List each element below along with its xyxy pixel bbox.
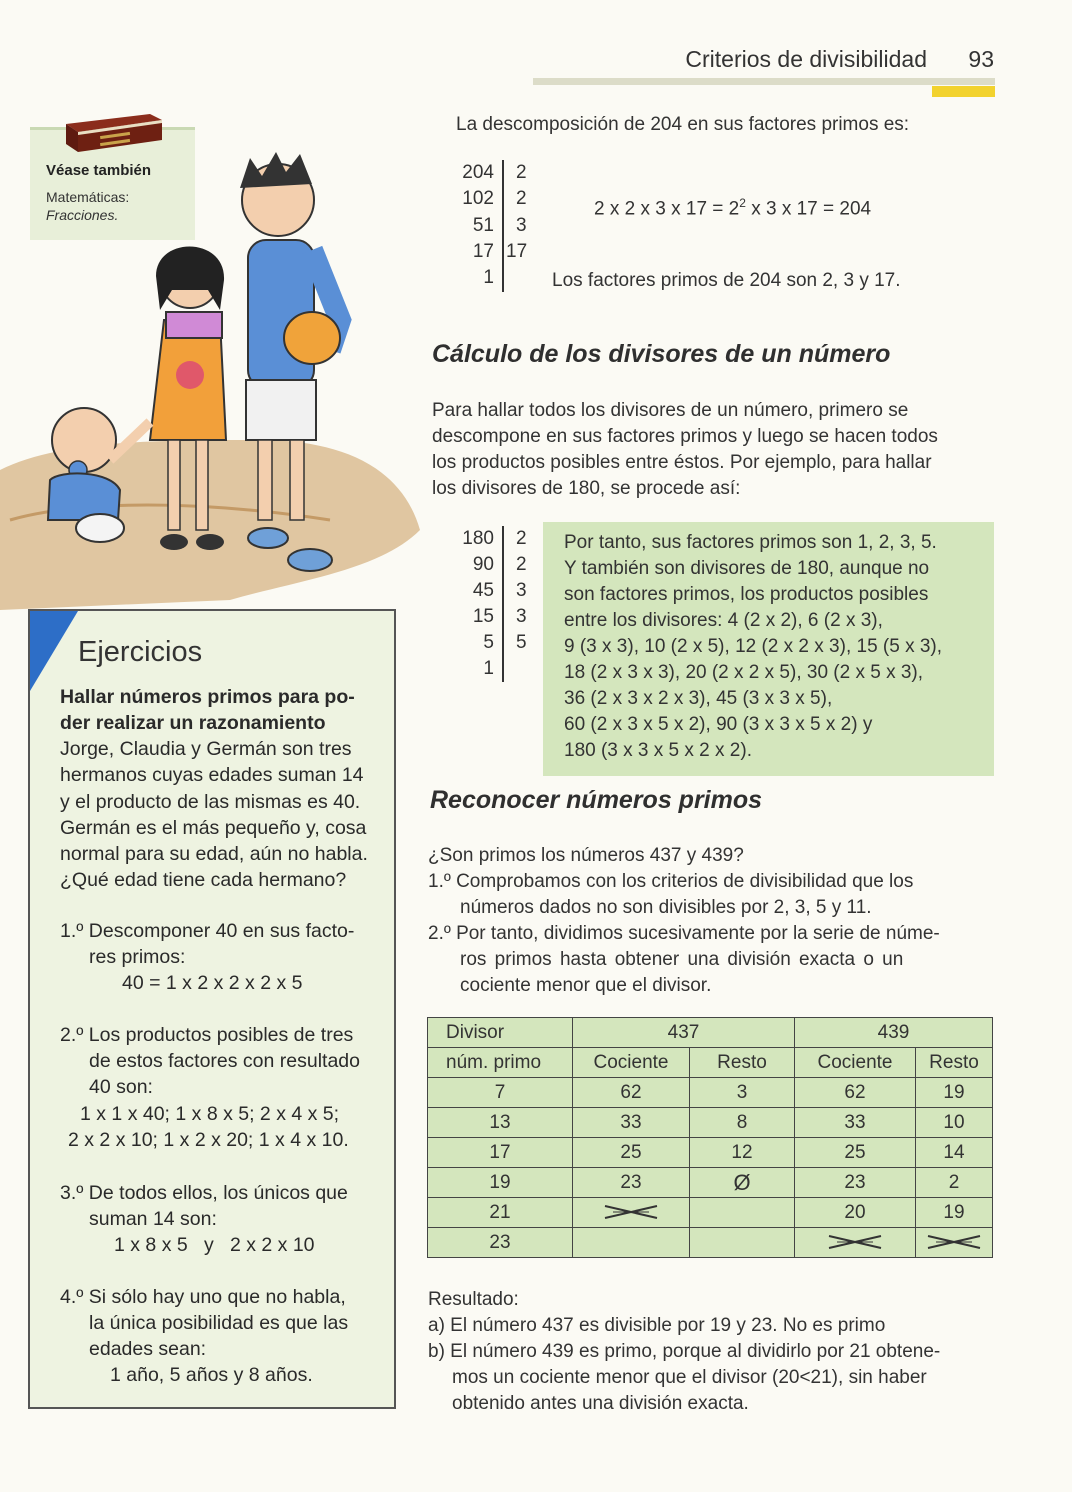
prime-factor: 2 bbox=[516, 528, 527, 549]
section2-step-line: cociente menor que el divisor. bbox=[460, 975, 712, 996]
header-439: 439 bbox=[795, 1018, 993, 1048]
formula-part: x 3 x 17 = 204 bbox=[745, 198, 872, 220]
children-illustration bbox=[0, 140, 420, 610]
factor-table-180 bbox=[440, 526, 540, 686]
exercise-step-answer: 1 año, 5 años y 8 años. bbox=[110, 1364, 313, 1386]
quotient-cell: 62 bbox=[795, 1078, 916, 1108]
divisors-box-line: son factores primos, los productos posibles bbox=[564, 584, 929, 605]
exercise-step-formula: 1 x 1 x 40; 1 x 8 x 5; 2 x 4 x 5; bbox=[80, 1103, 340, 1125]
remainder-cell: 14 bbox=[916, 1138, 993, 1168]
remainder-cell bbox=[690, 1228, 795, 1258]
exercises-intro-line: normal para su edad, aún no habla. bbox=[60, 843, 368, 865]
quotient-cell: 20 bbox=[795, 1198, 916, 1228]
exercise-step-line: 4.º Si sólo hay uno que no habla, bbox=[60, 1286, 346, 1308]
dividend: 51 bbox=[472, 215, 494, 236]
remainder-cell: 12 bbox=[690, 1138, 795, 1168]
quotient-cell: 23 bbox=[795, 1168, 916, 1198]
exercises-title: Ejercicios bbox=[78, 636, 203, 668]
section2-step-line: ros primos hasta obtener una división exacta o un bbox=[460, 949, 904, 970]
section1-paragraph-line: descompone en sus factores primos y luego se hacen todos bbox=[432, 426, 938, 447]
result-label: Resultado: bbox=[428, 1289, 519, 1310]
formula-part: 2 x 2 x 3 x 17 = 2 bbox=[594, 198, 740, 220]
divisors-box-line: 36 (2 x 3 x 2 x 3), 45 (3 x 3 x 5), bbox=[564, 688, 833, 709]
exercise-step-line: 1.º Descomponer 40 en sus facto- bbox=[60, 920, 355, 942]
remainder-cell: 3 bbox=[690, 1078, 795, 1108]
section-title-primes: Reconocer números primos bbox=[430, 786, 763, 814]
remainder-cell: 10 bbox=[916, 1108, 993, 1138]
prime-factor: 3 bbox=[516, 580, 527, 601]
divisors-box-line: 18 (2 x 3 x 3), 20 (2 x 2 x 5), 30 (2 x 5 x 3), bbox=[564, 662, 924, 683]
dividend: 17 bbox=[472, 241, 494, 262]
header-remainder: Resto bbox=[916, 1048, 993, 1078]
prime-factor: 2 bbox=[516, 162, 527, 183]
header-prime-number: núm. primo bbox=[428, 1048, 573, 1078]
header-rule bbox=[533, 78, 995, 85]
exercises-corner-accent bbox=[30, 611, 78, 691]
divisor-cell: 19 bbox=[428, 1168, 573, 1198]
exercise-step-formula: 40 = 1 x 2 x 2 x 2 x 5 bbox=[122, 972, 303, 994]
dividend: 204 bbox=[462, 162, 494, 183]
divisors-box-line: Y también son divisores de 180, aunque no bbox=[564, 558, 930, 579]
formula-exponent: 2 bbox=[739, 196, 746, 210]
section1-paragraph-line: los productos posibles entre éstos. Por ejemplo, para hallar bbox=[432, 452, 932, 473]
table-row bbox=[428, 1138, 993, 1168]
section-title-divisors: Cálculo de los divisores de un número bbox=[432, 340, 891, 368]
cross-out-icon bbox=[827, 1234, 883, 1250]
table-row bbox=[428, 1198, 993, 1228]
exercise-step-line: la única posibilidad es que las bbox=[89, 1312, 349, 1334]
crossed-cell bbox=[573, 1198, 690, 1228]
remainder-cell: 8 bbox=[690, 1108, 795, 1138]
exercise-step-line: res primos: bbox=[89, 946, 186, 968]
divisors-box-line: 60 (2 x 3 x 5 x 2), 90 (3 x 3 x 5 x 2) y bbox=[564, 714, 873, 735]
header-remainder: Resto bbox=[690, 1048, 795, 1078]
remainder-zero-cell: Ø bbox=[690, 1168, 795, 1198]
divisors-box-line: Por tanto, sus factores primos son 1, 2, 3, 5. bbox=[564, 532, 937, 553]
exercises-intro-line: y el producto de las mismas es 40. bbox=[60, 791, 361, 813]
decomposition-formula bbox=[594, 190, 871, 222]
section1-paragraph-line: los divisores de 180, se procede así: bbox=[432, 478, 741, 499]
header-quotient: Cociente bbox=[795, 1048, 916, 1078]
table-row bbox=[428, 1168, 993, 1198]
crossed-cell bbox=[916, 1228, 993, 1258]
crossed-cell bbox=[795, 1228, 916, 1258]
exercises-subtitle-line: der realizar un razonamiento bbox=[60, 712, 326, 734]
quotient-cell: 62 bbox=[573, 1078, 690, 1108]
result-a-line: a) El número 437 es divisible por 19 y 23. No es primo bbox=[428, 1315, 886, 1336]
prime-factor: 2 bbox=[516, 188, 527, 209]
remainder-cell: 2 bbox=[916, 1168, 993, 1198]
exercises-intro-line: hermanos cuyas edades suman 14 bbox=[60, 764, 364, 786]
divisor-cell: 7 bbox=[428, 1078, 573, 1108]
divisor-cell: 13 bbox=[428, 1108, 573, 1138]
running-header-title: Criterios de divisibilidad bbox=[685, 46, 927, 72]
divisor-cell: 21 bbox=[428, 1198, 573, 1228]
see-also-subject: Matemáticas: bbox=[46, 189, 130, 205]
dividend: 45 bbox=[472, 580, 494, 601]
cross-out-icon bbox=[603, 1204, 659, 1220]
factor-divider bbox=[502, 526, 504, 682]
result-b-line: obtenido antes una división exacta. bbox=[452, 1393, 749, 1414]
dividend: 5 bbox=[483, 632, 494, 653]
cross-out-icon bbox=[926, 1234, 982, 1250]
divisors-box-line: 180 (3 x 3 x 5 x 2 x 2). bbox=[564, 740, 752, 761]
exercises-intro-line: ¿Qué edad tiene cada hermano? bbox=[60, 869, 347, 891]
exercise-step-formula: 2 x 2 x 10; 1 x 2 x 20; 1 x 4 x 10. bbox=[68, 1129, 349, 1151]
exercises-subtitle-line: Hallar números primos para po- bbox=[60, 686, 355, 708]
header-accent-bar bbox=[932, 86, 995, 97]
exercises-intro-line: Germán es el más pequeño y, cosa bbox=[60, 817, 367, 839]
factor-table-204 bbox=[440, 160, 540, 295]
result-b-line: b) El número 439 es primo, porque al dividirlo por 21 obtene- bbox=[428, 1341, 941, 1362]
dividend: 1 bbox=[483, 267, 494, 288]
header-quotient: Cociente bbox=[573, 1048, 690, 1078]
dividend: 90 bbox=[472, 554, 494, 575]
primes-division-table bbox=[427, 1017, 993, 1258]
quotient-cell bbox=[573, 1228, 690, 1258]
exercise-step-line: 40 son: bbox=[89, 1076, 153, 1098]
quotient-cell: 33 bbox=[573, 1108, 690, 1138]
quotient-cell: 25 bbox=[573, 1138, 690, 1168]
factor-divider bbox=[502, 160, 504, 292]
prime-factor: 5 bbox=[516, 632, 527, 653]
prime-factor: 3 bbox=[516, 606, 527, 627]
exercise-step-line: edades sean: bbox=[89, 1338, 207, 1360]
exercise-step-line: de estos factores con resultado bbox=[89, 1050, 360, 1072]
see-also-topic: Fracciones. bbox=[46, 207, 119, 223]
divisors-box-line: 9 (3 x 3), 10 (2 x 5), 12 (2 x 2 x 3), 15 (5 x 3), bbox=[564, 636, 943, 657]
exercise-step-line: 2.º Los productos posibles de tres bbox=[60, 1024, 354, 1046]
prime-factor: 2 bbox=[516, 554, 527, 575]
quotient-cell: 33 bbox=[795, 1108, 916, 1138]
section2-step-line: 1.º Comprobamos con los criterios de divisibilidad que los bbox=[428, 871, 914, 892]
remainder-cell: 19 bbox=[916, 1198, 993, 1228]
quotient-cell: 25 bbox=[795, 1138, 916, 1168]
table-row bbox=[428, 1108, 993, 1138]
dividend: 15 bbox=[472, 606, 494, 627]
dividend: 102 bbox=[462, 188, 494, 209]
divisor-cell: 17 bbox=[428, 1138, 573, 1168]
remainder-cell: 19 bbox=[916, 1078, 993, 1108]
quotient-cell: 23 bbox=[573, 1168, 690, 1198]
section2-step-line: 2.º Por tanto, dividimos sucesivamente por la serie de núme- bbox=[428, 923, 940, 944]
header-divisor: Divisor bbox=[428, 1018, 573, 1048]
prime-factor: 3 bbox=[516, 215, 527, 236]
exercise-step-line: 3.º De todos ellos, los únicos que bbox=[60, 1182, 348, 1204]
remainder-cell bbox=[690, 1198, 795, 1228]
decomposition-result: Los factores primos de 204 son 2, 3 y 17. bbox=[552, 270, 901, 291]
exercise-step-line: suman 14 son: bbox=[89, 1208, 217, 1230]
divisor-cell: 23 bbox=[428, 1228, 573, 1258]
exercise-step-formula: 1 x 8 x 5 y 2 x 2 x 10 bbox=[114, 1234, 315, 1256]
page-number: 93 bbox=[968, 46, 994, 72]
divisors-box-line: entre los divisores: 4 (2 x 2), 6 (2 x 3), bbox=[564, 610, 883, 631]
section2-question: ¿Son primos los números 437 y 439? bbox=[428, 845, 744, 866]
decomposition-intro: La descomposición de 204 en sus factores primos es: bbox=[456, 114, 910, 135]
table-row bbox=[428, 1078, 993, 1108]
table-row bbox=[428, 1228, 993, 1258]
result-b-line: mos un cociente menor que el divisor (20<21), sin haber bbox=[452, 1367, 927, 1388]
dividend: 180 bbox=[462, 528, 494, 549]
header-437: 437 bbox=[573, 1018, 795, 1048]
section2-step-line: números dados no son divisibles por 2, 3, 5 y 11. bbox=[460, 897, 872, 918]
exercises-intro-line: Jorge, Claudia y Germán son tres bbox=[60, 738, 352, 760]
see-also-title: Véase también bbox=[46, 162, 152, 179]
dividend: 1 bbox=[483, 658, 494, 679]
section1-paragraph-line: Para hallar todos los divisores de un número, primero se bbox=[432, 400, 909, 421]
prime-factor: 17 bbox=[506, 241, 528, 262]
